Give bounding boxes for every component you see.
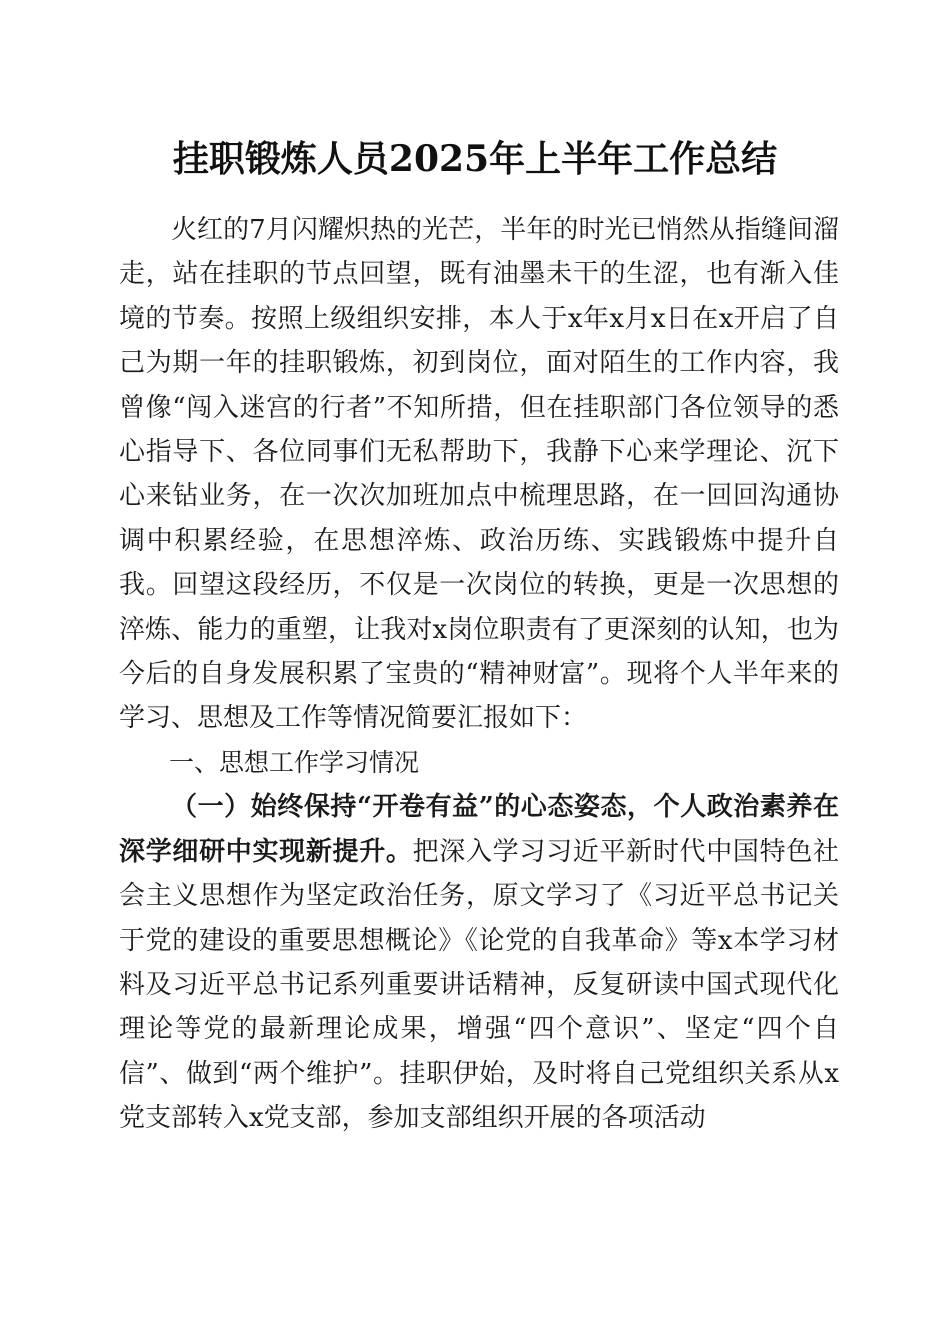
document-title: 挂职锻炼人员2025年上半年工作总结 xyxy=(172,138,778,180)
subsection-body: 把深入学习习近平新时代中国特色社会主义思想作为坚定政治任务，原文学习了《习近平总书记关于党的建设的重要思想概论》《论党的自我革命》等x本学习材料及习近平总书记系列重要讲话精神，反复研读中国式现代化理论等党的最新理论成果，增强“四个意识”、坚定“四个自信”、做到“两个维护”。挂职伊始，及时将自己党组织关系从x党支部转入x党支部，参加支部组织开展的各项活动 xyxy=(119,836,839,1134)
section-heading: 一、思想工作学习情况 xyxy=(169,747,420,777)
document-body xyxy=(119,208,839,1141)
subsection-paragraph xyxy=(119,785,839,1140)
intro-paragraph: 火红的7月闪耀炽热的光芒，半年的时光已悄然从指缝间溜走，站在挂职的节点回望，既有油墨未干的生涩，也有渐入佳境的节奏。按照上级组织安排，本人于x年x月x日在x开启了自己为期一年的挂职锻炼，初到岗位，面对陌生的工作内容，我曾像“闯入迷宫的行者”不知所措，但在挂职部门各位领导的悉心指导下、各位同事们无私帮助下，我静下心来学理论、沉下心来钻业务，在一次次加班加点中梳理思路，在一回回沟通协调中积累经验，在思想淬炼、政治历练、实践锻炼中提升自我。回望这段经历，不仅是一次岗位的转换，更是一次思想的淬炼、能力的重塑，让我对x岗位职责有了更深刻的认知，也为今后的自身发展积累了宝贵的“精神财富”。现将个人半年来的学习、思想及工作等情况简要汇报如下： xyxy=(119,215,839,734)
subsection-lead: （一）始终保持“开卷有益”的心态姿态，个人政治素养在深学细研中实现新提升。 xyxy=(119,792,839,867)
